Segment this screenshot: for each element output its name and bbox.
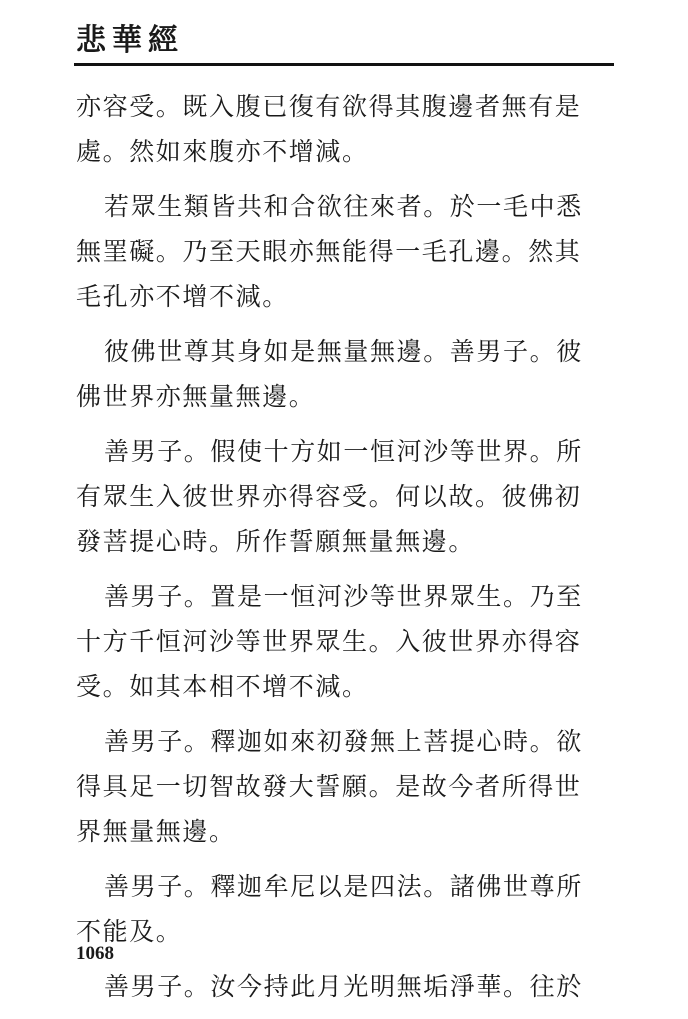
text-line: 亦容受。既入腹已復有欲得其腹邊者無有是 <box>76 92 582 121</box>
text-line: 善男子。汝今持此月光明無垢淨華。往於 <box>104 972 583 1001</box>
text-line: 善男子。釋迦牟尼以是四法。諸佛世尊所 <box>104 872 583 901</box>
paragraph <box>76 864 620 954</box>
paragraph <box>76 84 620 174</box>
text-line: 不能及。 <box>76 917 183 946</box>
text-line: 善男子。釋迦如來初發無上菩提心時。欲 <box>104 727 583 756</box>
text-line: 善男子。假使十方如一恒河沙等世界。所 <box>104 437 583 466</box>
text-line: 佛世界亦無量無邊。 <box>76 382 316 411</box>
text-line: 毛孔亦不增不減。 <box>76 282 289 311</box>
text-line: 無罣礙。乃至天眼亦無能得一毛孔邊。然其 <box>76 237 582 266</box>
text-line: 處。然如來腹亦不增減。 <box>76 137 369 166</box>
page-number: 1068 <box>76 943 114 964</box>
paragraph <box>76 184 620 319</box>
text-line: 十方千恒河沙等世界眾生。入彼世界亦得容 <box>76 627 582 656</box>
text-line: 若眾生類皆共和合欲往來者。於一毛中悉 <box>104 192 583 221</box>
text-line: 善男子。置是一恒河沙等世界眾生。乃至 <box>104 582 583 611</box>
text-line: 有眾生入彼世界亦得容受。何以故。彼佛初 <box>76 482 582 511</box>
text-line: 發菩提心時。所作誓願無量無邊。 <box>76 527 476 556</box>
running-header-title: 悲華經 <box>76 23 184 58</box>
header-divider <box>74 63 614 66</box>
paragraph <box>76 429 620 564</box>
paragraph <box>76 574 620 709</box>
text-line: 彼佛世尊其身如是無量無邊。善男子。彼 <box>104 337 583 366</box>
text-line: 界無量無邊。 <box>76 817 236 846</box>
text-line: 得具足一切智故發大誓願。是故今者所得世 <box>76 772 582 801</box>
paragraph <box>76 329 620 419</box>
body-text <box>76 84 620 1019</box>
paragraph <box>76 964 620 1009</box>
text-line: 受。如其本相不增不減。 <box>76 672 369 701</box>
paragraph <box>76 719 620 854</box>
